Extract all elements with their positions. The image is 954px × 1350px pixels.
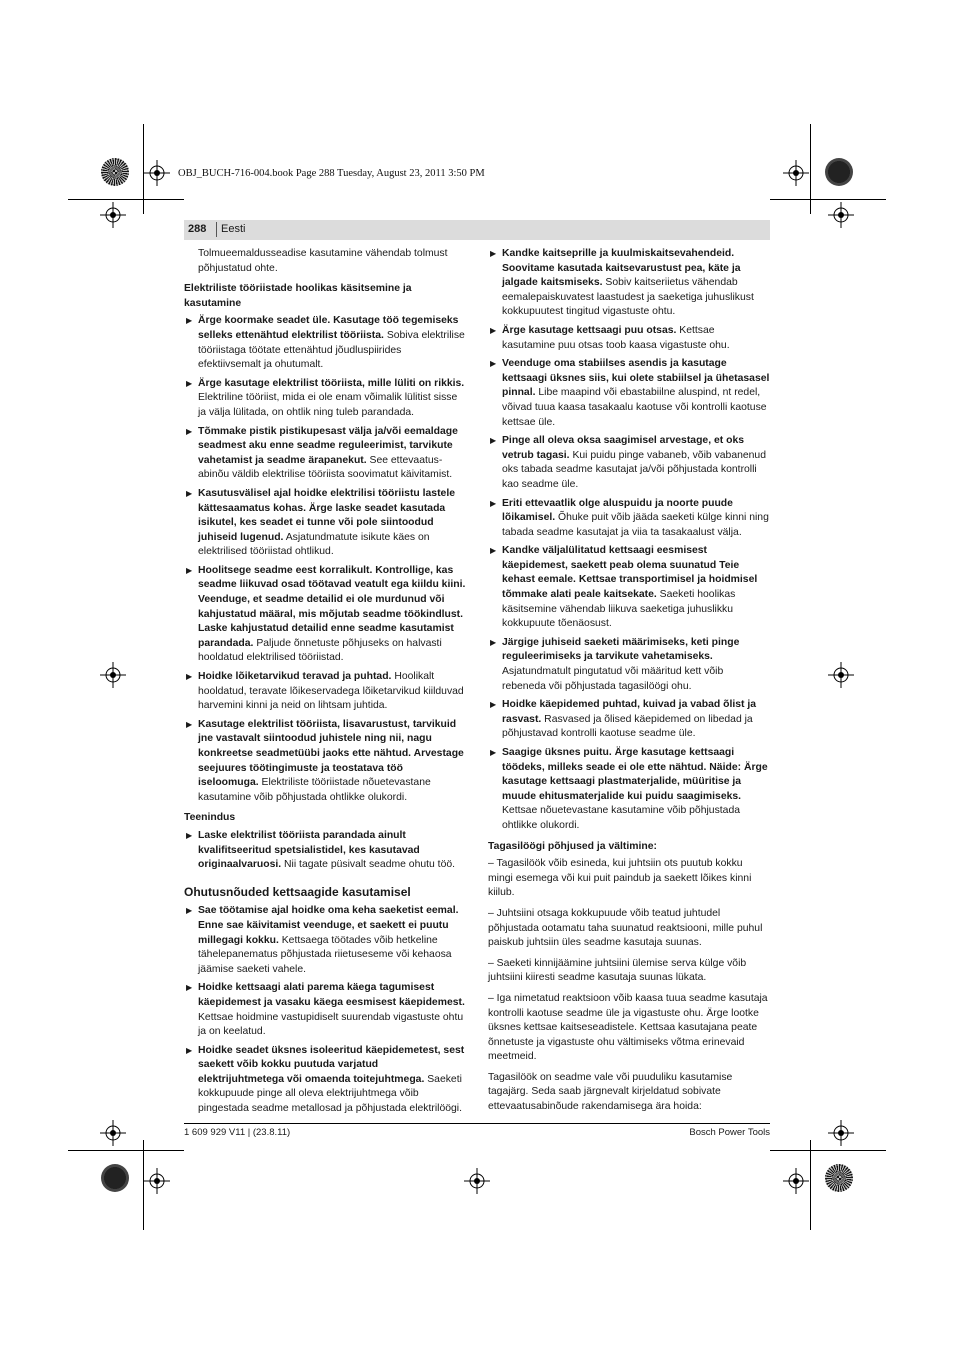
item-text: Nii tagate püsivalt seadme ohutu töö. <box>281 859 456 871</box>
item-bold-text: Laske elektrilist tööriista parandada ainult kvalifitseeritud spetsialistidel, kes kasutavad originaalvaruosi. <box>198 829 420 871</box>
bullet-triangle-icon: ▶ <box>186 378 193 388</box>
color-rosette-top-left <box>101 158 129 186</box>
item-text: See ettevaatus-abinõu väldib elektrilise tööriista soovimatut käivitamist. <box>198 454 453 481</box>
list-item <box>488 434 770 492</box>
crop-mark <box>770 199 886 200</box>
color-rosette-top-right <box>825 158 853 186</box>
item-bold-text: Kasutusvälisel ajal hoidke elektrilisi tööriistu lastele kättesaamatus kohas. Ärge laske seadet kasutada isikutel, kes seadet ei tunne või pole siintoodud juhiseid lugenud. <box>198 487 455 543</box>
list-item <box>488 698 770 742</box>
bullet-triangle-icon: ▶ <box>186 983 193 993</box>
item-bold-text: Hoolitsege seadme eest korralikult. Kontrollige, kas seadme liikuvad osad töötavad veatult ega kiildu kiini. Veenduge, et seadme detailid ei ole murdunud või kahjustatud määral, mis mõjutab seadme töökindlust. Laske kahjustatud detailid enne seadme kasutamist parandada. <box>198 564 466 649</box>
bullet-triangle-icon: ▶ <box>186 316 193 326</box>
item-text: Kettsae nõuetevastane kasutamine võib põhjustada ohtlikke olukordi. <box>502 805 740 831</box>
item-bold-text: Hoidke lõiketarvikud teravad ja puhtad. <box>198 671 392 683</box>
item-text: Elektriliste tööriistade nõuetevastane kasutamine võib põhjustada ohtlikke olukordi. <box>198 777 431 803</box>
kickback-line: – Saeketi kinnijäämine juhtsiini ülemise serva külge võib juhtsiini kiiresti seadme kasutaja suunas lükata. <box>488 957 747 984</box>
care-heading: Elektriliste tööriistade hoolikas käsitsemine ja kasutamine <box>184 283 412 309</box>
list-item <box>184 487 466 560</box>
print-slug: OBJ_BUCH-716-004.book Page 288 Tuesday, August 23, 2011 3:50 PM <box>178 168 485 179</box>
bullet-triangle-icon: ▶ <box>186 565 193 575</box>
intro-paragraph: Tolmueemaldusseadise kasutamine vähendab tolmust põhjustatud ohte. <box>198 248 448 274</box>
bullet-triangle-icon: ▶ <box>490 325 497 335</box>
item-bold-text: Hoidke seadet üksnes isoleeritud käepidemetest, sest saekett võib kokku puutuda varjatud elektrijuhtmetega või omaenda toitejuhtmega. <box>198 1044 465 1085</box>
item-bold-text: Pinge all oleva oksa saagimisel arvestage, et oks vetrub tagasi. <box>502 435 744 461</box>
registration-mark <box>828 1120 854 1146</box>
chainsaw-list-continued <box>488 247 770 834</box>
kickback-line: – Iga nimetatud reaktsioon võib kaasa tuua seadme kasutaja kontrolli kaotuse seadme üle ja vigastuste ohu. Ärge lootke üksnes kettsae kaitseseadistele. Kettsaa kasutajana peate õnnetuste ja vigastuste ohu vältimiseks võtma erinevaid meetmeid. <box>488 992 768 1063</box>
item-bold-text: Veenduge oma stabiilses asendis ja kasutage kettsaagi üksnes siis, kui olete stabiilsel ja ühetasasel pinnal. <box>502 358 770 399</box>
left-column <box>184 247 466 1121</box>
registration-mark <box>828 202 854 228</box>
list-item <box>488 497 770 541</box>
list-item <box>184 904 466 977</box>
item-text: Kettsaega töötades võib hetkeline tähelepanematus põhjustada riietuseseme või kehaosa jäämise saeketi vahele. <box>198 934 452 975</box>
kickback-text <box>488 857 770 1115</box>
kickback-line: – Juhtsiini otsaga kokkupuude võib teatud juhtudel põhjustada ootamatu taha suunatud reaktsiooni, mille puhul paiskub juhtsiin üles seadme kasutaja suunas. <box>488 907 763 949</box>
item-text: Sobiva elektrilise tööriistaga töötate ettenähtud jõudluspiirides efektiivsemalt ja ohutumalt. <box>198 329 465 371</box>
list-item <box>184 670 466 714</box>
list-item <box>184 718 466 806</box>
bullet-triangle-icon: ▶ <box>490 436 497 446</box>
item-text: Asjatundmatute isikute käes on elektrilised tööriistad ohtlikud. <box>198 531 430 558</box>
bullet-triangle-icon: ▶ <box>490 498 497 508</box>
footer-brand: Bosch Power Tools <box>689 1127 770 1138</box>
bullet-triangle-icon: ▶ <box>490 700 497 710</box>
list-item <box>184 829 466 873</box>
bullet-triangle-icon: ▶ <box>490 748 497 757</box>
item-bold-text: Ärge kasutage kettsaagi puu otsas. <box>502 324 677 336</box>
right-column <box>488 247 770 1121</box>
page-header <box>184 220 770 240</box>
bullet-triangle-icon: ▶ <box>186 830 193 840</box>
list-item <box>488 636 770 694</box>
registration-mark <box>464 1168 490 1194</box>
item-text: Elektriline tööriist, mida ei ole enam võimalik lülitist sisse ja välja lülitada, on ohtlik ning tuleb parandada. <box>198 392 458 418</box>
item-text: Kettsae kasutamine puu otsas toob kaasa vigastuste ohu. <box>502 324 730 351</box>
crop-mark <box>68 199 184 200</box>
bullet-triangle-icon: ▶ <box>186 719 193 729</box>
item-text: Paljude õnnetuste põhjuseks on halvasti hooldatud elektrilised tööriistad. <box>198 637 442 664</box>
list-item <box>184 314 466 372</box>
registration-mark <box>783 1168 809 1194</box>
registration-mark <box>144 160 170 186</box>
list-item <box>184 564 466 666</box>
item-bold-text: Sae töötamise ajal hoidke oma keha saeketist eemal. Enne sae käivitamist veenduge, et saekett ei puutu millegagi kokku. <box>198 905 459 946</box>
item-bold-text: Hoidke käepidemed puhtad, kuivad ja vabad õlist ja rasvast. <box>502 699 757 725</box>
footer-doc-number: 1 609 929 V11 | (23.8.11) <box>184 1127 291 1138</box>
list-item <box>184 1044 466 1117</box>
bullet-triangle-icon: ▶ <box>186 672 193 682</box>
crop-mark <box>810 124 811 214</box>
chainsaw-heading: Ohutusnõuded kettsaagide kasutamisel <box>184 884 411 899</box>
item-text: Kui puidu pinge vabaneb, võib vabanenud oks tabada seadme kasutajat ja/või põhjustada kontrolli kao seadme üle. <box>502 449 766 490</box>
item-bold-text: Kasutage elektrilist tööriista, lisavarustust, tarvikuid jne vastavalt siintoodud juhistele ning nii, nagu konkreetse seadmetüübi jaoks ette nähtud. Arvestage seejuures töötingimuste ja teostatava töö iseloomuga. <box>198 718 464 789</box>
care-list <box>184 314 466 805</box>
bullet-triangle-icon: ▶ <box>186 1045 193 1055</box>
item-bold-text: Tõmmake pistik pistikupesast välja ja/või eemaldage seadmest aku enne seadme reguleerimist, tarvikute vahetamist ja seadme ärapanekut. <box>198 425 458 466</box>
list-item <box>488 746 770 834</box>
crop-mark <box>810 1140 811 1230</box>
list-item <box>184 981 466 1039</box>
item-text: Saeketi kokkupuude pinge all oleva elektrijuhtmega võib pingestada seadme metallosad ja põhjustada elektrilöögi. <box>198 1073 462 1115</box>
list-item <box>488 247 770 320</box>
bullet-triangle-icon: ▶ <box>186 488 193 498</box>
item-bold-text: Kandke väljalülitatud kettsaagi eesmisest käepidemest, saekett peab olema suunatud Teie kehast eemale. Kettsae transportimisel ja hoidmisel tõmmake alati peale kaitsekate. <box>502 545 758 601</box>
color-rosette-bottom-left <box>101 1164 129 1192</box>
item-bold-text: Saagige üksnes puitu. Ärge kasutage kettsaagi töödeks, milleks seade ei ole ette nähtud. Näide: Ärge kasutage kettsaagi plastmaterjalide, müüritise ja muude ehitusmaterjalide kui puidu saagimiseks. <box>502 747 768 802</box>
chainsaw-list <box>184 904 466 1116</box>
bullet-triangle-icon: ▶ <box>186 906 193 916</box>
service-heading: Teenindus <box>184 812 236 824</box>
item-text: Õhuke puit võib jääda saeketi külge kinni ning tabada seadme kasutajat ja viia ta tasakaalust välja. <box>502 512 769 538</box>
bullet-triangle-icon: ▶ <box>490 637 497 647</box>
list-item <box>488 544 770 632</box>
item-text: Hoolikalt hooldatud, teravate lõikeservadega lõiketarvikud kiilduvad harvemini kinni ja neid on lihtsam juhtida. <box>198 671 464 712</box>
header-separator <box>216 222 217 237</box>
bullet-triangle-icon: ▶ <box>490 359 497 369</box>
item-text: Libe maapind või ebastabiilne aluspind, nt redel, võivad tuua kaasa tasakaalu kaotuse või kontrolli kaotuse kettsae üle. <box>502 387 767 428</box>
registration-mark <box>783 160 809 186</box>
item-bold-text: Ärge koormake seadet üle. Kasutage töö tegemiseks selleks ettenähtud elektrilist tööriista. <box>198 315 459 341</box>
item-bold-text: Kandke kaitseprille ja kuulmiskaitsevahendeid. Soovitame kasutada kaitsevarustust pea, käte ja jalgade kaitsmiseks. <box>502 248 741 289</box>
kickback-heading: Tagasilöögi põhjused ja vältimine: <box>488 840 657 852</box>
item-bold-text: Ärge kasutage elektrilist tööriista, mille lüliti on rikkis. <box>198 377 465 389</box>
list-item <box>488 357 770 430</box>
item-text: Asjatundmatult pingutatud või määritud kett võib rebeneda või põhjustada tagasilöögi ohu. <box>502 666 724 692</box>
item-text: Saeketi hoolikas käsitsemine vähendab liikuva saeketiga juhuslikku kokkupuute tõenäosust. <box>502 589 736 630</box>
footer-rule <box>184 1123 770 1124</box>
registration-mark <box>100 202 126 228</box>
item-text: Sobiv kaitseriietus vähendab eemalepaiskuvatest laastudest ja saeketiga juhuslikust kokkupuutest tingitud vigastuste ohtu. <box>502 277 754 318</box>
color-rosette-bottom-right <box>825 1164 853 1192</box>
registration-mark <box>828 662 854 688</box>
kickback-line: Tagasilöök on seadme vale või puuduliku kasutamise tagajärg. Seda saab järgnevalt kirjeldatud sobivate ettevaatusabinõude rakendamisega ära hoida: <box>488 1071 733 1113</box>
bullet-triangle-icon: ▶ <box>186 426 193 436</box>
service-list <box>184 829 466 873</box>
registration-mark <box>100 662 126 688</box>
crop-mark <box>68 1150 184 1151</box>
list-item <box>488 324 770 353</box>
registration-mark <box>144 1168 170 1194</box>
kickback-line: – Tagasilöök võib esineda, kui juhtsiin ots puutub kokku mingi esemega või kui puit paindub ja saekett lõikes kinni kiilub. <box>488 858 752 899</box>
header-language: Eesti <box>221 223 246 235</box>
item-bold-text: Järgige juhiseid saeketi määrimiseks, keti pinge reguleerimiseks ja tarvikute vahetamiseks. <box>502 636 740 663</box>
list-item <box>184 425 466 483</box>
bullet-triangle-icon: ▶ <box>490 546 497 556</box>
page-number: 288 <box>188 223 207 235</box>
crop-mark <box>770 1150 886 1151</box>
item-bold-text: Hoidke kettsaagi alati parema käega tagumisest käepidemest ja vasaku käega eesmisest käepidemest. <box>198 982 465 1008</box>
item-text: Kettsae hoidmine vastupidiselt suurendab vigastuste ohtu ja on keelatud. <box>198 1011 464 1038</box>
bullet-triangle-icon: ▶ <box>490 249 497 258</box>
list-item <box>184 377 466 421</box>
registration-mark <box>100 1120 126 1146</box>
item-text: Rasvased ja õlised käepidemed on libedad ja põhjustavad kontrolli kaotuse seadme üle. <box>502 713 753 740</box>
item-bold-text: Eriti ettevaatlik olge aluspuidu ja noorte puude lõikamisel. <box>502 497 733 524</box>
